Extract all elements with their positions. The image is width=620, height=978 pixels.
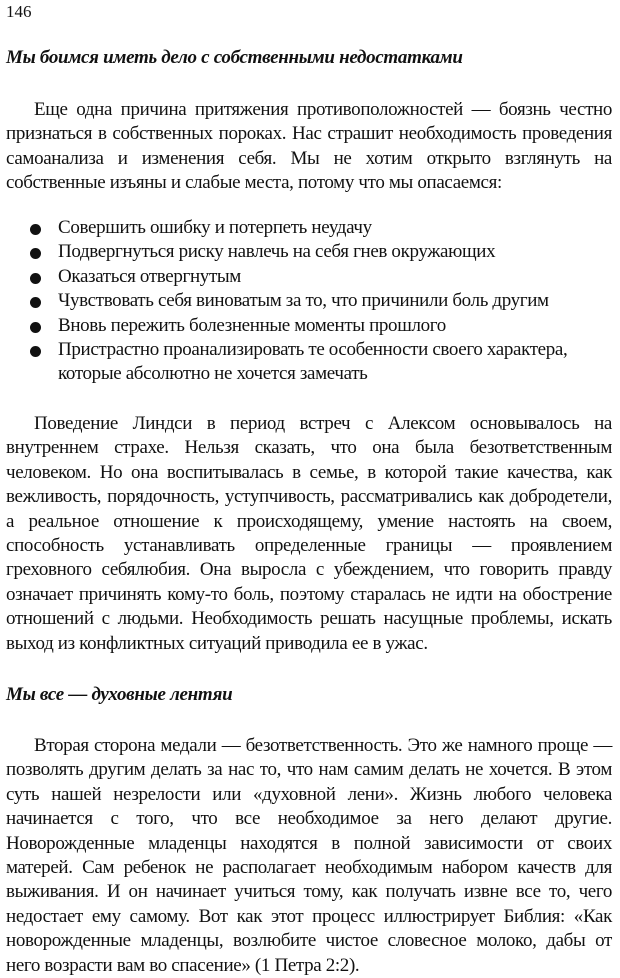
bullet-icon <box>30 273 41 284</box>
list-item <box>6 289 612 313</box>
list-item-text: Совершить ошибку и потерпеть неудачу <box>58 217 372 238</box>
paragraph-lindsey-behavior: Поведение Линдси в период встреч с Алексом основывалось на внутреннем страхе. Нельзя сказать, что она была безответственным человеком. Но она воспитывалась в семье, в которой такие качества, как вежливость, порядочность, уступчивость, рассматривались как добродетели, а реальное отношение к происходящему, умение настоять на своем, способность устанавливать определенные границы — проявлением греховного себялюбия. Она выросла с убеждением, что говорить правду означает причинять кому-то боль, поэтому старалась не идти на обострение отношений с людьми. Необходимость решать насущные проблемы, искать выход из конфликтных ситуаций приводила ее в ужас. <box>6 413 612 654</box>
list-item-text: Чувствовать себя виноватым за то, что причинили боль другим <box>58 290 549 312</box>
page-number: 146 <box>6 2 32 21</box>
section-heading-spiritual-laziness: Мы все — духовные лентяи <box>6 684 233 705</box>
bullet-icon <box>30 322 41 333</box>
list-item-text: Оказаться отвергнутым <box>58 265 241 287</box>
bullet-icon <box>30 248 41 259</box>
list-item-text: Подвергнуться риску навлечь на себя гнев окружающих <box>58 241 496 263</box>
paragraph-attraction-of-opposites: Еще одна причина притяжения противоположностей — боязнь честно признаться в собственных пороках. Нас страшит необходимость проведения самоанализа и изменения себя. Мы не хотим открыто взглянуть на собственные изъяны и слабые места, потому что мы опасаемся: <box>6 99 612 194</box>
list-item <box>6 216 612 240</box>
list-item <box>6 240 612 264</box>
bullet-icon <box>30 224 41 235</box>
list-item-text: Пристрастно проанализировать те особенности своего характера, которые абсолютно не хочется замечать <box>58 339 568 385</box>
list-item <box>6 338 612 387</box>
fears-bullet-list <box>6 216 612 387</box>
list-item <box>6 265 612 289</box>
list-item <box>6 314 612 338</box>
section-heading-fear-of-flaws: Мы боимся иметь дело с собственными недостатками <box>6 47 463 68</box>
bullet-icon <box>30 346 41 357</box>
bullet-icon <box>30 297 41 308</box>
paragraph-irresponsibility: Вторая сторона медали — безответственность. Это же намного проще — позволять другим делать за нас то, что нам самим делать не хочется. В этом суть нашей незрелости или «духовной лени». Жизнь любого человека начинается с того, что все необходимое за него делают другие. Новорожденные младенцы находятся в полной зависимости от своих матерей. Сам ребенок не располагает необходимым набором качеств для выживания. И он начинает учиться тому, как получать извне все то, чего недостает ему самому. Вот как этот процесс иллюстрирует Библия: «Как новорожденные младенцы, возлюбите чистое словесное молоко, дабы от него возрасти вам во спасение» (1 Петра 2:2). <box>6 735 612 976</box>
list-item-text: Вновь пережить болезненные моменты прошлого <box>58 314 446 336</box>
